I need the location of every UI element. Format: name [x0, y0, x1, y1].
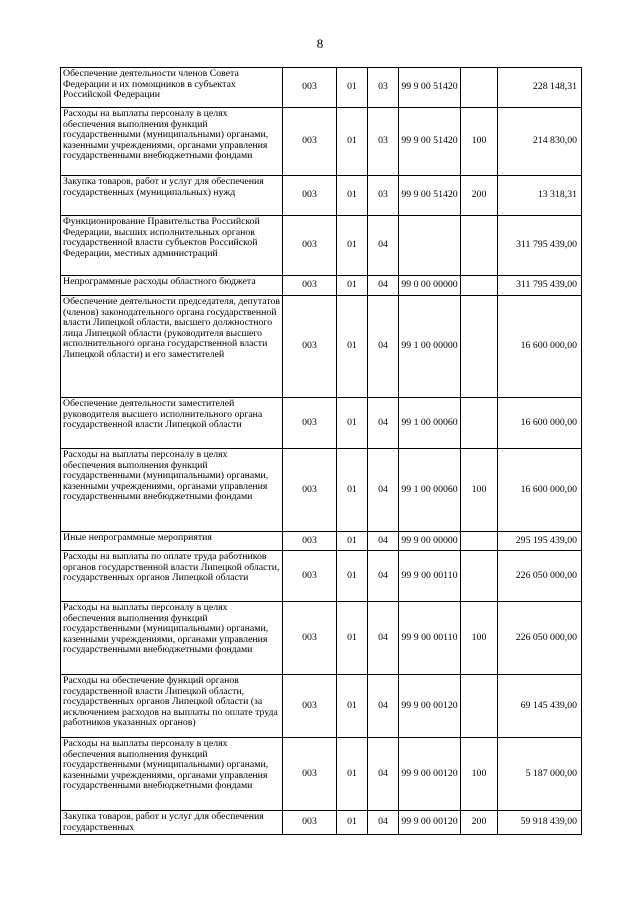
subsection-code-cell: 04: [368, 532, 399, 551]
amount-cell: 311 795 439,00: [498, 216, 582, 276]
expense-type-cell: [461, 216, 498, 276]
subsection-code-cell: 04: [368, 738, 399, 811]
amount-cell: 228 148,31: [498, 68, 582, 108]
expense-type-cell: 100: [461, 738, 498, 811]
row-name-cell: Расходы на обеспечение функций органов государственной власти Липецкой области, государственных органов Липецкой области (за исключением расходов на выплаты по оплате труда работников указанных органов): [61, 675, 283, 738]
table-row: [61, 602, 582, 675]
target-article-cell: [399, 216, 461, 276]
table-row: [61, 811, 582, 835]
amount-cell: 16 600 000,00: [498, 449, 582, 532]
subsection-code-cell: 04: [368, 296, 399, 398]
amount-cell: 214 830,00: [498, 108, 582, 176]
target-article-cell: 99 1 00 00060: [399, 398, 461, 449]
target-article-cell: 99 9 00 00110: [399, 602, 461, 675]
row-name-cell: Расходы на выплаты по оплате труда работников органов государственной власти Липецкой области, государственных органов Липецкой области: [61, 551, 283, 602]
amount-cell: 59 918 439,00: [498, 811, 582, 835]
grbs-code-cell: 003: [283, 68, 337, 108]
amount-cell: 295 195 439,00: [498, 532, 582, 551]
row-name-cell: Расходы на выплаты персоналу в целях обеспечения выполнения функций государственными (муниципальными) органами, казенными учреждениями, органами управления государственными внебюджетными фондами: [61, 108, 283, 176]
expense-type-cell: [461, 398, 498, 449]
table-row: [61, 738, 582, 811]
section-code-cell: 01: [337, 398, 368, 449]
grbs-code-cell: 003: [283, 108, 337, 176]
target-article-cell: 99 9 00 00110: [399, 551, 461, 602]
table-row: [61, 108, 582, 176]
grbs-code-cell: 003: [283, 532, 337, 551]
row-name-cell: Расходы на выплаты персоналу в целях обеспечения выполнения функций государственными (муниципальными) органами, казенными учреждениями, органами управления государственными внебюджетными фондами: [61, 449, 283, 532]
section-code-cell: 01: [337, 216, 368, 276]
table-row: [61, 675, 582, 738]
row-name-cell: Непрограммные расходы областного бюджета: [61, 276, 283, 296]
row-name-cell: Закупка товаров, работ и услуг для обеспечения государственных: [61, 811, 283, 835]
section-code-cell: 01: [337, 276, 368, 296]
subsection-code-cell: 04: [368, 551, 399, 602]
amount-cell: 226 050 000,00: [498, 551, 582, 602]
grbs-code-cell: 003: [283, 602, 337, 675]
target-article-cell: 99 9 00 51420: [399, 176, 461, 216]
expense-type-cell: [461, 675, 498, 738]
row-name-cell: Закупка товаров, работ и услуг для обеспечения государственных (муниципальных) нужд: [61, 176, 283, 216]
row-name-cell: Обеспечение деятельности председателя, депутатов (членов) законодательного органа государственной власти Липецкой области, высшего должностного лица Липецкой области (руководителя высшего исполнительного органа государственной власти Липецкой области) и его заместителей: [61, 296, 283, 398]
subsection-code-cell: 04: [368, 602, 399, 675]
amount-cell: 5 187 000,00: [498, 738, 582, 811]
subsection-code-cell: 03: [368, 68, 399, 108]
expense-type-cell: 100: [461, 602, 498, 675]
expense-type-cell: [461, 532, 498, 551]
table-row: [61, 176, 582, 216]
grbs-code-cell: 003: [283, 675, 337, 738]
subsection-code-cell: 03: [368, 108, 399, 176]
section-code-cell: 01: [337, 296, 368, 398]
subsection-code-cell: 03: [368, 176, 399, 216]
amount-cell: 13 318,31: [498, 176, 582, 216]
amount-cell: 16 600 000,00: [498, 296, 582, 398]
subsection-code-cell: 04: [368, 276, 399, 296]
table-row: [61, 551, 582, 602]
target-article-cell: 99 1 00 00000: [399, 296, 461, 398]
budget-table: [60, 67, 582, 835]
expense-type-cell: 200: [461, 811, 498, 835]
target-article-cell: 99 9 00 51420: [399, 108, 461, 176]
section-code-cell: 01: [337, 675, 368, 738]
target-article-cell: 99 9 00 00120: [399, 675, 461, 738]
subsection-code-cell: 04: [368, 675, 399, 738]
section-code-cell: 01: [337, 551, 368, 602]
section-code-cell: 01: [337, 449, 368, 532]
row-name-cell: Расходы на выплаты персоналу в целях обеспечения выполнения функций государственными (муниципальными) органами, казенными учреждениями, органами управления государственными внебюджетными фондами: [61, 602, 283, 675]
table-row: [61, 216, 582, 276]
row-name-cell: Обеспечение деятельности заместителей руководителя высшего исполнительного органа государственной власти Липецкой области: [61, 398, 283, 449]
grbs-code-cell: 003: [283, 551, 337, 602]
amount-cell: 226 050 000,00: [498, 602, 582, 675]
expense-type-cell: 200: [461, 176, 498, 216]
target-article-cell: 99 9 00 00000: [399, 532, 461, 551]
target-article-cell: 99 9 00 51420: [399, 68, 461, 108]
expense-type-cell: 100: [461, 449, 498, 532]
expense-type-cell: 100: [461, 108, 498, 176]
expense-type-cell: [461, 68, 498, 108]
amount-cell: 69 145 439,00: [498, 675, 582, 738]
grbs-code-cell: 003: [283, 811, 337, 835]
table-row: [61, 296, 582, 398]
grbs-code-cell: 003: [283, 738, 337, 811]
section-code-cell: 01: [337, 602, 368, 675]
grbs-code-cell: 003: [283, 449, 337, 532]
grbs-code-cell: 003: [283, 176, 337, 216]
table-row: [61, 398, 582, 449]
grbs-code-cell: 003: [283, 296, 337, 398]
target-article-cell: 99 9 00 00120: [399, 738, 461, 811]
table-row: [61, 449, 582, 532]
amount-cell: 16 600 000,00: [498, 398, 582, 449]
section-code-cell: 01: [337, 68, 368, 108]
amount-cell: 311 795 439,00: [498, 276, 582, 296]
row-name-cell: Расходы на выплаты персоналу в целях обеспечения выполнения функций государственными (муниципальными) органами, казенными учреждениями, органами управления государственными внебюджетными фондами: [61, 738, 283, 811]
row-name-cell: Иные непрограммные мероприятия: [61, 532, 283, 551]
page-number: 8: [316, 36, 324, 51]
subsection-code-cell: 04: [368, 398, 399, 449]
row-name-cell: Обеспечение деятельности членов Совета Федерации и их помощников в субъектах Российской Федерации: [61, 68, 283, 108]
expense-type-cell: [461, 296, 498, 398]
section-code-cell: 01: [337, 738, 368, 811]
grbs-code-cell: 003: [283, 398, 337, 449]
table-row: [61, 68, 582, 108]
expense-type-cell: [461, 276, 498, 296]
target-article-cell: 99 1 00 00060: [399, 449, 461, 532]
section-code-cell: 01: [337, 108, 368, 176]
table-row: [61, 276, 582, 296]
section-code-cell: 01: [337, 811, 368, 835]
grbs-code-cell: 003: [283, 216, 337, 276]
target-article-cell: 99 0 00 00000: [399, 276, 461, 296]
target-article-cell: 99 9 00 00120: [399, 811, 461, 835]
subsection-code-cell: 04: [368, 449, 399, 532]
subsection-code-cell: 04: [368, 811, 399, 835]
grbs-code-cell: 003: [283, 276, 337, 296]
expense-type-cell: [461, 551, 498, 602]
row-name-cell: Функционирование Правительства Российской Федерации, высших исполнительных органов государственной власти субъектов Российской Федерации, местных администраций: [61, 216, 283, 276]
section-code-cell: 01: [337, 176, 368, 216]
section-code-cell: 01: [337, 532, 368, 551]
table-body: [61, 68, 582, 835]
subsection-code-cell: 04: [368, 216, 399, 276]
table-row: [61, 532, 582, 551]
